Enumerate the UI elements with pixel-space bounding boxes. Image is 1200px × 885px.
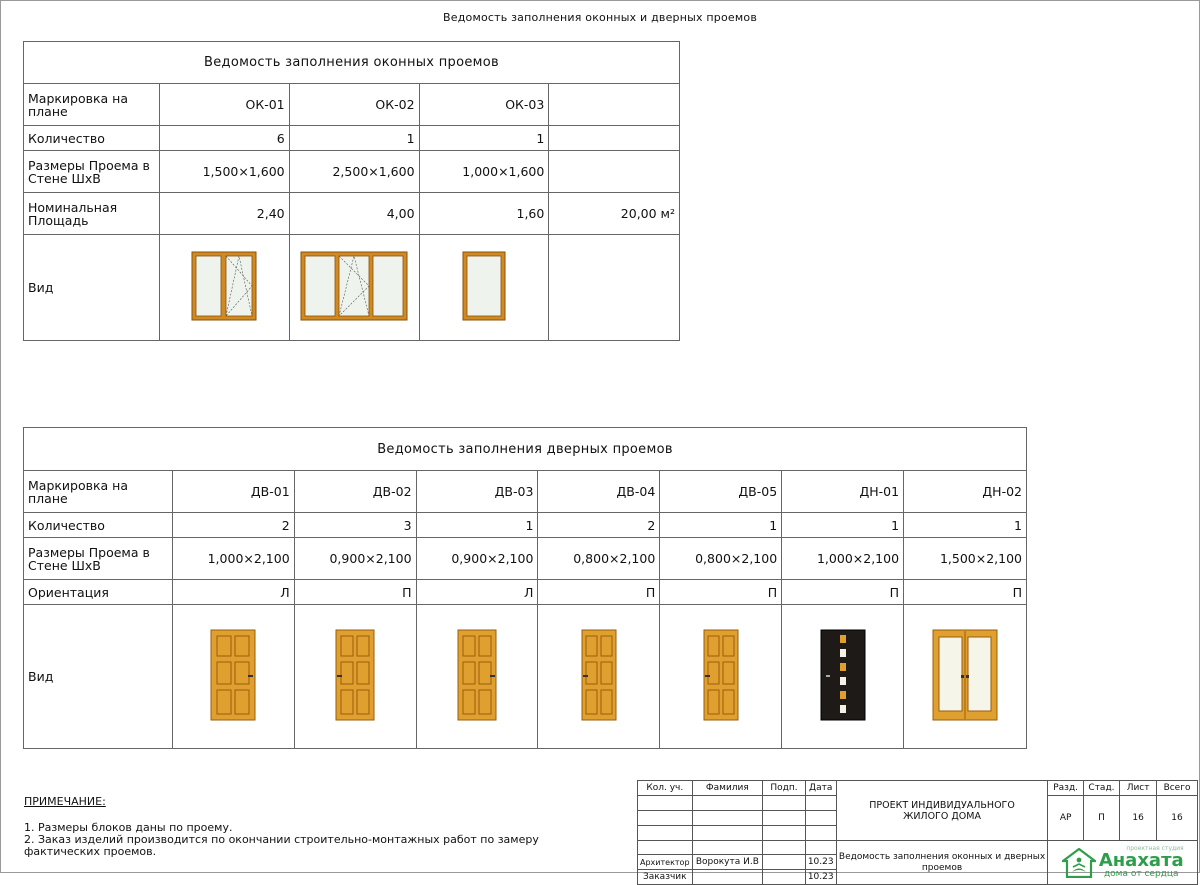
stamp-list-header: Лист [1120, 781, 1157, 796]
stamp-stad-header: Стад. [1083, 781, 1119, 796]
stamp-col-kol: Кол. уч. [638, 781, 693, 796]
door-mark: ДВ-03 [416, 471, 538, 513]
stamp-razd-value: АР [1048, 796, 1083, 841]
logo-caption: проектная студия [1126, 845, 1184, 852]
windows-schedule-table [23, 41, 680, 341]
door-orientation: Л [172, 580, 294, 605]
stamp-role-customer: Заказчик [638, 870, 693, 885]
sheet-title: Ведомость заполнения оконных и дверных проемов [443, 11, 757, 24]
lotus-person-icon [1062, 848, 1096, 878]
project-title-line2: ЖИЛОГО ДОМА [903, 810, 981, 822]
stamp-role-architect: Архитектор [638, 855, 693, 870]
window-area: 4,00 [289, 193, 419, 235]
door-size: 1,000×2,100 [172, 538, 294, 580]
stamp-stad-value: П [1083, 796, 1119, 841]
stamp-razd-header: Разд. [1048, 781, 1083, 796]
door-size: 0,800×2,100 [538, 538, 660, 580]
door-six-panel-icon [581, 629, 617, 721]
door-qty: 3 [294, 513, 416, 538]
entrance-door-dark-icon [820, 629, 866, 721]
door-size: 1,000×2,100 [782, 538, 904, 580]
project-title-line1: ПРОЕКТ ИНДИВИДУАЛЬНОГО [869, 799, 1015, 811]
window-area: 1,60 [419, 193, 549, 235]
door-qty: 2 [172, 513, 294, 538]
row-label-size: Размеры Проема в Стене ШхВ [24, 538, 173, 580]
door-qty: 1 [660, 513, 782, 538]
row-label-view: Вид [24, 235, 160, 341]
door-size: 0,800×2,100 [660, 538, 782, 580]
stamp-date-customer: 10.23 [805, 870, 836, 885]
door-six-panel-icon [457, 629, 497, 721]
note-line: фактических проемов. [24, 845, 157, 858]
door-orientation: П [294, 580, 416, 605]
window-mark: ОК-01 [159, 84, 289, 126]
door-size: 0,900×2,100 [294, 538, 416, 580]
window-area: 2,40 [159, 193, 289, 235]
row-label-qty: Количество [24, 126, 160, 151]
door-mark: ДВ-05 [660, 471, 782, 513]
stamp-vsego-header: Всего [1157, 781, 1198, 796]
notes-heading: ПРИМЕЧАНИЕ: [24, 795, 106, 808]
window-single-sash-icon [462, 251, 506, 321]
window-size: 2,500×1,600 [289, 151, 419, 193]
row-label-view: Вид [24, 605, 173, 749]
row-label-mark: Маркировка на плане [24, 84, 160, 126]
door-qty: 1 [416, 513, 538, 538]
studio-logo [1048, 846, 1197, 879]
door-mark: ДН-01 [782, 471, 904, 513]
window-total-area: 20,00 м² [549, 193, 680, 235]
double-glass-door-icon [932, 629, 998, 721]
stamp-date-architect: 10.23 [805, 855, 836, 870]
windows-table-title: Ведомость заполнения оконных проемов [24, 42, 680, 84]
row-label-mark: Маркировка на плане [24, 471, 173, 513]
door-orientation: П [660, 580, 782, 605]
window-qty: 1 [289, 126, 419, 151]
window-qty: 6 [159, 126, 289, 151]
sheet-name-line2: проемов [921, 862, 963, 873]
stamp-name-architect: Ворокута И.В [692, 855, 763, 870]
window-two-sash-icon [191, 251, 257, 321]
door-mark: ДВ-04 [538, 471, 660, 513]
stamp-col-fam: Фамилия [692, 781, 763, 796]
title-block [637, 780, 1198, 885]
door-size: 0,900×2,100 [416, 538, 538, 580]
door-qty: 2 [538, 513, 660, 538]
stamp-col-data: Дата [805, 781, 836, 796]
window-mark: ОК-03 [419, 84, 549, 126]
door-orientation: П [538, 580, 660, 605]
doors-schedule-table [23, 427, 1027, 749]
logo-slogan: дома от сердца [1103, 869, 1179, 879]
door-six-panel-icon [335, 629, 375, 721]
window-size: 1,500×1,600 [159, 151, 289, 193]
notes-block [24, 796, 539, 858]
sheet-name-line1: Ведомость заполнения оконных и дверных [838, 851, 1046, 862]
note-line: 2. Заказ изделий производится по окончании строительно-монтажных работ по замеру [24, 833, 539, 846]
door-six-panel-icon [210, 629, 256, 721]
door-six-panel-icon [703, 629, 739, 721]
door-orientation: П [904, 580, 1027, 605]
window-size: 1,000×1,600 [419, 151, 549, 193]
row-label-qty: Количество [24, 513, 173, 538]
note-line: 1. Размеры блоков даны по проему. [24, 821, 233, 834]
door-size: 1,500×2,100 [904, 538, 1027, 580]
stamp-list-value: 16 [1120, 796, 1157, 841]
stamp-col-podp: Подп. [763, 781, 806, 796]
door-qty: 1 [904, 513, 1027, 538]
door-orientation: Л [416, 580, 538, 605]
door-qty: 1 [782, 513, 904, 538]
stamp-vsego-value: 16 [1157, 796, 1198, 841]
window-mark: ОК-02 [289, 84, 419, 126]
window-three-sash-icon [300, 251, 408, 321]
doors-table-title: Ведомость заполнения дверных проемов [24, 428, 1027, 471]
row-label-orientation: Ориентация [24, 580, 173, 605]
logo-wordmark: Анахата [1098, 850, 1184, 871]
row-label-area: Номинальная Площадь [24, 193, 160, 235]
row-label-size: Размеры Проема в Стене ШхВ [24, 151, 160, 193]
door-mark: ДН-02 [904, 471, 1027, 513]
door-mark: ДВ-02 [294, 471, 416, 513]
door-orientation: П [782, 580, 904, 605]
door-mark: ДВ-01 [172, 471, 294, 513]
window-qty: 1 [419, 126, 549, 151]
